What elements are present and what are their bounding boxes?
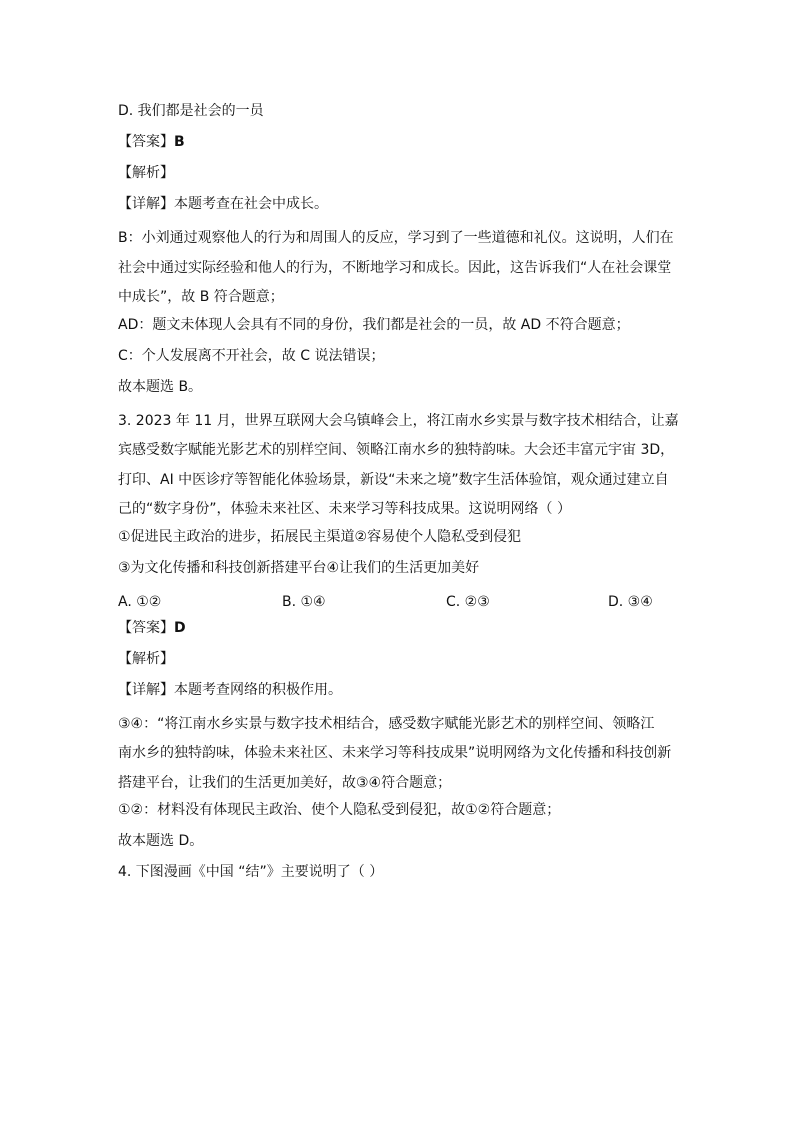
option-c: C. ②③ [446, 593, 490, 610]
q2-b-explanation [118, 224, 678, 313]
detail-tag: 【详解】 [118, 681, 174, 698]
option-d: D. ③④ [608, 593, 653, 610]
answer-tag: 【答案】 [118, 619, 174, 636]
q2-conclusion: 故本题选 B。 [118, 378, 203, 395]
detail-text: 本题考查在社会中成长。 [174, 196, 328, 212]
q3-statements-3-4: ③为文化传播和科技创新搭建平台④让我们的生活更加美好 [118, 559, 480, 576]
question-content [118, 100, 678, 892]
q3-statements-1-2: ①促进民主政治的进步，拓展民主渠道②容易使个人隐私受到侵犯 [118, 528, 522, 545]
paragraph-line: 中成长”，故 B 符合题意； [118, 289, 284, 305]
option-b: B. ①④ [282, 593, 326, 610]
q2-ad-explanation: AD：题文未体现人会具有不同的身份，我们都是社会的一员，故 AD 不符合题意； [118, 316, 630, 333]
q3-conclusion: 故本题选 D。 [118, 833, 204, 849]
paragraph-line: 宾感受数字赋能光影艺术的别样空间、领略江南水乡的独特韵味。大会还丰富元宇宙 3D， [118, 442, 675, 458]
option-a: A. ①② [118, 593, 162, 610]
q3-stem [118, 407, 678, 525]
paragraph-line: 社会中通过实际经验和他人的行为，不断地学习和成长。因此，这告诉我们“人在社会课堂 [118, 259, 672, 276]
q3-analysis-tag: 【解析】 [118, 650, 174, 667]
q2-analysis-tag: 【解析】 [118, 165, 174, 181]
paragraph-line: 3. 2023 年 11 月，世界互联网大会乌镇峰会上，将江南水乡实景与数字技术相结合，让嘉 [118, 412, 679, 429]
q3-explanation [118, 710, 678, 799]
q2-c-explanation: C：个人发展离不开社会，故 C 说法错误； [118, 347, 385, 364]
q3-answer [118, 617, 678, 640]
q2-detail [118, 193, 678, 216]
paragraph-line: 己的“数字身份”，体验未来社区、未来学习等科技成果。这说明网络（ ） [118, 501, 571, 517]
q3-options [118, 588, 678, 617]
paragraph-line: 打印、AI 中医诊疗等智能化体验场景，新设“未来之境”数字生活体验馆，观众通过建立自 [118, 471, 669, 488]
detail-tag: 【详解】 [118, 196, 174, 212]
paragraph-line: B：小刘通过观察他人的行为和周围人的反应，学习到了一些道德和礼仪。这说明，人们在 [118, 230, 674, 246]
paragraph-line: ③④：“将江南水乡实景与数字技术相结合，感受数字赋能光影艺术的别样空间、领略江 [118, 715, 655, 732]
paragraph-line: 南水乡的独特韵味，体验未来社区、未来学习等科技成果”说明网络为文化传播和科技创新 [118, 745, 672, 761]
answer-value: D [174, 619, 186, 636]
q3-detail [118, 679, 678, 702]
answer-value: B [174, 134, 185, 150]
q2-option-d: D. 我们都是社会的一员 [118, 103, 264, 119]
q4-stem: 4. 下图漫画《中国 “结”》主要说明了（ ） [118, 864, 384, 880]
q2-answer [118, 131, 678, 154]
paragraph-line: 搭建平台，让我们的生活更加美好，故③④符合题意； [118, 774, 452, 791]
detail-text: 本题考查网络的积极作用。 [174, 681, 342, 698]
q3-wrong-explanation: ①②：材料没有体现民主政治、使个人隐私受到侵犯，故①②符合题意； [118, 802, 561, 818]
answer-tag: 【答案】 [118, 134, 174, 150]
